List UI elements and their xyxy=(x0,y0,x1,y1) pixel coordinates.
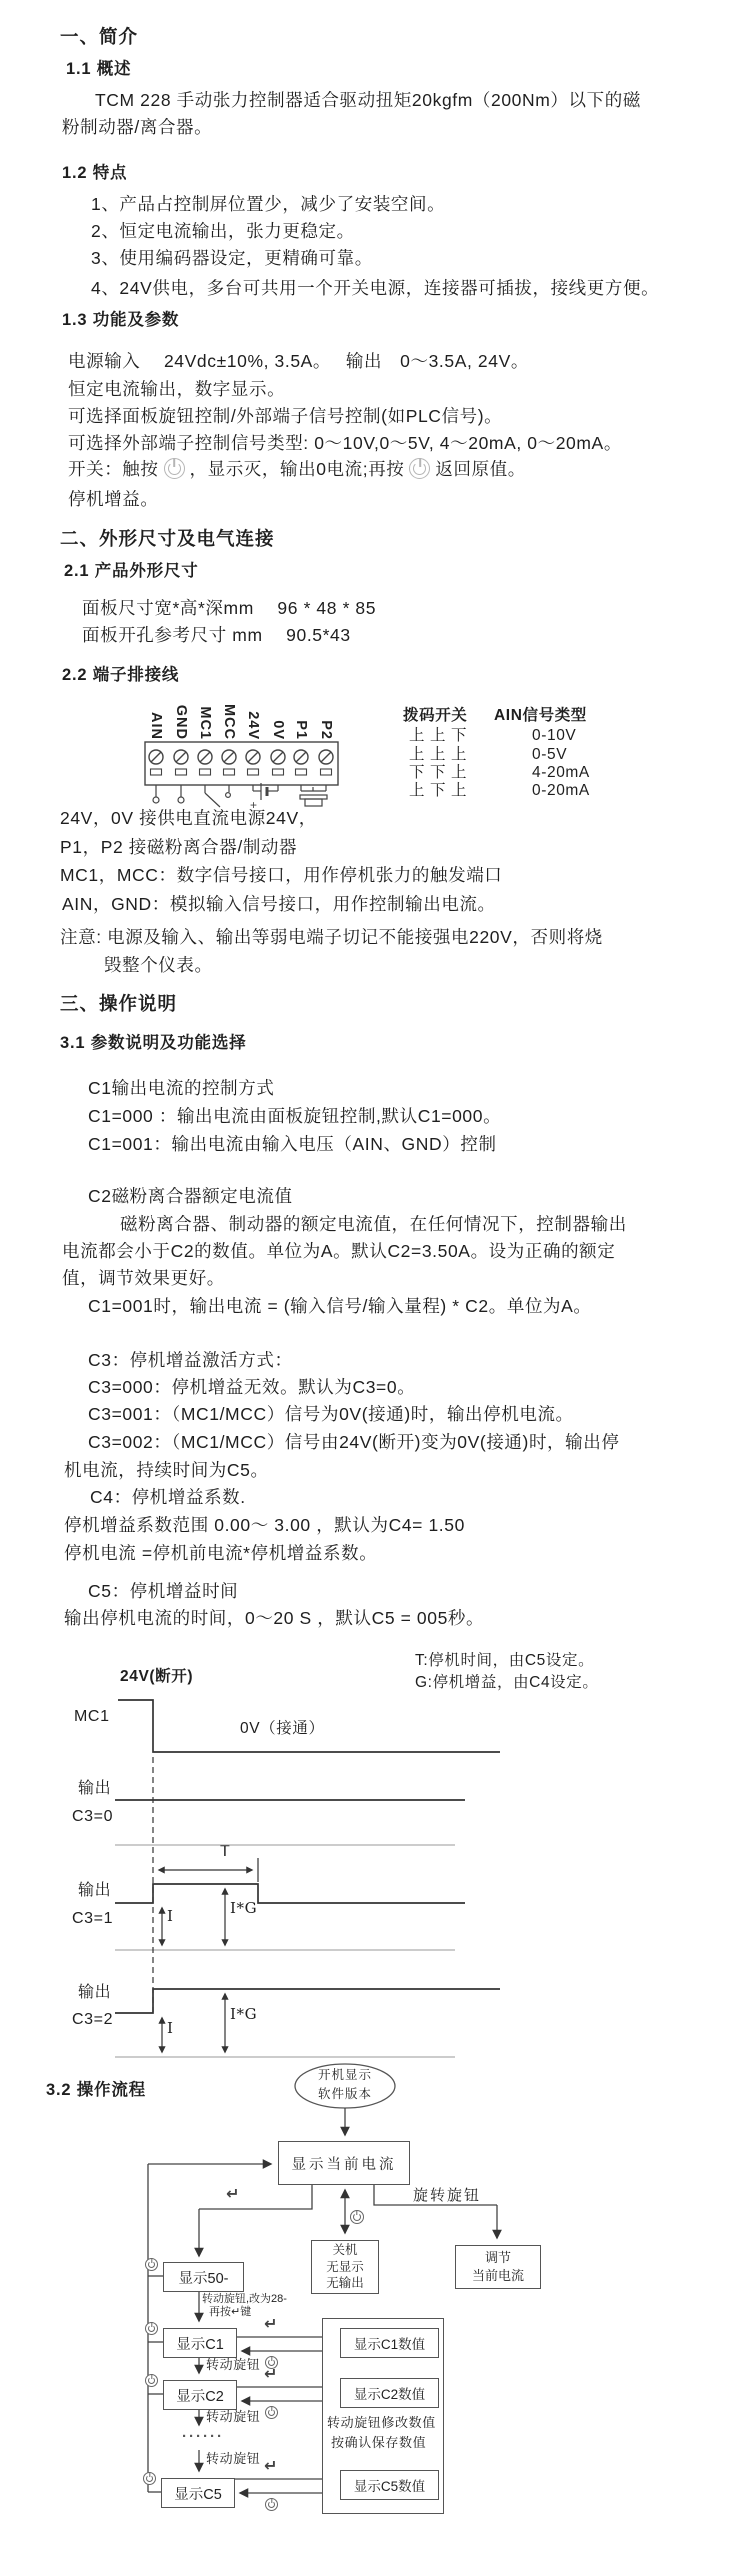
section1-2-title: 1.2 特点 xyxy=(62,164,128,182)
dip-row-signal: 4-20mA xyxy=(532,764,590,781)
ellipsis-dots: ······ xyxy=(182,2428,224,2445)
terminal-label: AIN xyxy=(148,712,164,740)
c3-2-label: C3=2 xyxy=(72,2011,114,2028)
edit-hint-line1: 转动旋钮,改为28- xyxy=(202,2293,287,2305)
mc1-label: MC1 xyxy=(74,1708,110,1725)
param-line: 机电流，持续时间为C5。 xyxy=(64,1460,269,1480)
param-line: 输出停机电流的时间，0～20 S ，默认C5 = 005秒。 xyxy=(64,1608,485,1628)
enter-icon: ↵ xyxy=(264,2366,278,2383)
spec-line: 可选择面板旋钮控制/外部端子信号控制(如PLC信号)。 xyxy=(68,406,503,426)
flow-start-node xyxy=(296,2066,394,2105)
section3-2-title: 3.2 操作流程 xyxy=(46,2081,146,2099)
off-line1: 关机 xyxy=(332,2242,358,2257)
dip-row-signal: 0-20mA xyxy=(532,782,590,799)
terminal-label: GND xyxy=(173,704,189,740)
param-line: C1=000 ：输出电流由面板旋钮控制,默认C1=000。 xyxy=(88,1106,502,1126)
section3-1-title: 3.1 参数说明及功能选择 xyxy=(60,1034,247,1052)
flow-node-c2: 显示C2 xyxy=(163,2380,237,2410)
power-icon xyxy=(145,2374,158,2387)
wiring-note: MC1，MCC：数字信号接口，用作停机张力的触发端口 xyxy=(60,865,503,885)
power-icon xyxy=(265,2406,278,2419)
feature-item: 3、使用编码器设定，更精确可靠。 xyxy=(91,248,373,268)
terminal-label: 24V xyxy=(245,711,261,740)
flow-node-off xyxy=(311,2240,379,2294)
flow-node-c5-value: 显示C5数值 xyxy=(340,2470,439,2500)
switch-text-mid: ，显示灭，输出0电流;再按 xyxy=(189,459,405,479)
wiring-note: AIN，GND：模拟输入信号接口，用作控制输出电流。 xyxy=(62,894,496,914)
section2-1-title: 2.1 产品外形尺寸 xyxy=(64,562,199,580)
spec-line: 可选择外部端子控制信号类型: 0～10V,0～5V, 4～20mA, 0～20mA。 xyxy=(68,433,622,453)
dip-table-header-signal: AIN信号类型 xyxy=(494,707,587,724)
t-dimension-label: T xyxy=(220,1843,231,1860)
rotate-knob-label: 旋转旋钮 xyxy=(413,2187,482,2204)
param-line: C3=002：（MC1/MCC）信号由24V(断开)变为0V(接通)时，输出停 xyxy=(88,1432,620,1452)
c3-1-label: C3=1 xyxy=(72,1910,114,1927)
power-icon xyxy=(350,2210,364,2224)
off-line3: 无输出 xyxy=(326,2276,364,2291)
power-icon xyxy=(409,458,430,479)
dip-row-signal: 0-5V xyxy=(532,746,568,763)
power-icon xyxy=(145,2322,158,2335)
flow-node-show-current: 显示当前电流 xyxy=(278,2141,410,2185)
wiring-note: P1，P2 接磁粉离合器/制动器 xyxy=(60,837,298,857)
power-icon xyxy=(145,2258,158,2271)
feature-item: 2、恒定电流输出，张力更稳定。 xyxy=(91,221,355,241)
timing-note-t: T:停机时间，由C5设定。 xyxy=(415,1652,595,1669)
warning-line2: 毁整个仪表。 xyxy=(104,955,213,975)
section1-1-title: 1.1 概述 xyxy=(66,60,132,78)
mc1-low-label: 0V（接通） xyxy=(240,1720,325,1737)
overview-line1: TCM 228 手动张力控制器适合驱动扭矩20kgfm（200Nm）以下的磁 xyxy=(95,90,641,110)
power-icon xyxy=(143,2472,156,2485)
spec-line: 停机增益。 xyxy=(68,489,159,509)
param-line: C3=001：（MC1/MCC）信号为0V(接通)时，输出停机电流。 xyxy=(88,1404,574,1424)
param-line: C3=000：停机增益无效。默认为C3=0。 xyxy=(88,1377,416,1397)
flow-node-adjust xyxy=(455,2245,541,2289)
turn-knob-label: 转动旋钮 xyxy=(206,2357,261,2372)
terminal-label: 0V xyxy=(270,720,286,740)
section1-3-title: 1.3 功能及参数 xyxy=(62,311,180,329)
timing-diagram xyxy=(0,1640,560,2070)
param-line: 电流都会小于C2的数值。单位为A。默认C2=3.50A。设为正确的额定 xyxy=(62,1241,616,1261)
power-icon xyxy=(265,2498,278,2511)
dip-table-header-switch: 拨码开关 xyxy=(403,707,468,724)
i-level-label: I xyxy=(167,1907,174,1925)
terminal-label: MC1 xyxy=(197,706,213,740)
terminal-label: P2 xyxy=(318,720,334,740)
battery-plus-sign: + xyxy=(250,798,258,812)
param-line: 停机电流 =停机前电流*停机增益系数。 xyxy=(64,1543,378,1563)
power-icon xyxy=(164,458,185,479)
save-hint-line1: 转动旋钮修改数值 xyxy=(327,2415,436,2430)
ig-level-label: I*G xyxy=(230,1899,258,1917)
save-hint-line2: 按确认保存数值 xyxy=(331,2435,427,2450)
enter-icon: ↵ xyxy=(226,2186,240,2203)
dip-row-switch: 上 上 上 xyxy=(409,746,468,763)
switch-text-pre: 开关：触按 xyxy=(68,459,159,479)
param-line: 磁粉离合器、制动器的额定电流值，在任何情况下，控制器输出 xyxy=(120,1214,627,1234)
flow-node-c1: 显示C1 xyxy=(163,2328,237,2358)
dip-row-switch: 上 上 下 xyxy=(409,727,468,744)
spec-line-switch xyxy=(68,458,526,479)
start-line1: 开机显示 xyxy=(317,2068,372,2082)
terminal-label: P1 xyxy=(293,720,309,740)
enter-icon: ↵ xyxy=(264,2316,278,2333)
param-line: C1=001时，输出电流 = (输入信号/输入量程) * C2。单位为A。 xyxy=(88,1296,592,1316)
flow-node-c1-value: 显示C1数值 xyxy=(340,2328,439,2358)
param-line: C1输出电流的控制方式 xyxy=(88,1078,275,1098)
feature-item: 4、24V供电，多台可共用一个开关电源，连接器可插拔，接线更方便。 xyxy=(91,278,660,298)
section2-2-title: 2.2 端子排接线 xyxy=(62,666,180,684)
dip-row-switch: 下 下 上 xyxy=(409,764,468,781)
spec-line: 恒定电流输出，数字显示。 xyxy=(68,379,286,399)
turn-knob-label: 转动旋钮 xyxy=(206,2451,261,2466)
ig-level-label: I*G xyxy=(230,2005,258,2023)
i-level-label: I xyxy=(167,2019,174,2037)
terminal-label: MCC xyxy=(221,703,237,740)
flow-node-c2-value: 显示C2数值 xyxy=(340,2378,439,2408)
c3-0-label: C3=0 xyxy=(72,1808,114,1825)
section1-title: 一、简介 xyxy=(60,26,139,47)
section2-title: 二、外形尺寸及电气连接 xyxy=(60,528,275,549)
timing-note-g: G:停机增益，由C4设定。 xyxy=(415,1674,599,1691)
adjust-line1: 调节 xyxy=(484,2249,511,2265)
turn-knob-label: 转动旋钮 xyxy=(206,2409,261,2424)
section3-title: 三、操作说明 xyxy=(60,993,178,1014)
param-line: C5：停机增益时间 xyxy=(88,1581,239,1601)
param-line: C2磁粉离合器额定电流值 xyxy=(88,1186,293,1206)
wiring-note: 24V，0V 接供电直流电源24V， xyxy=(60,808,317,828)
spec-line: 电源输入 24Vdc±10%, 3.5A。 输出 0～3.5A, 24V。 xyxy=(68,351,529,371)
param-line: C3：停机增益激活方式： xyxy=(88,1350,293,1370)
flow-node-c5: 显示C5 xyxy=(161,2478,235,2508)
mc1-high-label: 24V(断开) xyxy=(120,1668,194,1685)
flow-node-show50: 显示50- xyxy=(163,2262,244,2292)
warning-line1: 注意: 电源及输入、输出等弱电端子切记不能接强电220V，否则将烧 xyxy=(60,927,603,947)
param-line: C4：停机增益系数. xyxy=(90,1487,246,1507)
off-line2: 无显示 xyxy=(326,2259,364,2274)
feature-item: 1、产品占控制屏位置少，减少了安装空间。 xyxy=(91,194,446,214)
dip-row-switch: 上 下 上 xyxy=(409,782,468,799)
overview-line2: 粉制动器/离合器。 xyxy=(62,117,213,137)
dimension-line: 面板尺寸宽*高*深mm 96 * 48 * 85 xyxy=(82,598,377,618)
param-line: 停机增益系数范围 0.00～ 3.00 ，默认为C4= 1.50 xyxy=(64,1515,465,1535)
param-line: C1=001：输出电流由输入电压（AIN、GND）控制 xyxy=(88,1134,497,1154)
start-line2: 软件版本 xyxy=(317,2087,372,2102)
output-label: 输出 xyxy=(78,1882,112,1899)
adjust-line2: 当前电流 xyxy=(471,2268,524,2283)
enter-icon: ↵ xyxy=(264,2458,278,2475)
switch-text-post: 返回原值。 xyxy=(435,459,526,479)
edit-hint-line2: 再按↵键 xyxy=(209,2306,252,2318)
output-label: 输出 xyxy=(78,1984,112,2001)
param-line: 值，调节效果更好。 xyxy=(62,1268,225,1288)
dip-row-signal: 0-10V xyxy=(532,727,577,744)
output-label: 输出 xyxy=(78,1780,112,1797)
dimension-line: 面板开孔参考尺寸 mm 90.5*43 xyxy=(82,625,351,645)
